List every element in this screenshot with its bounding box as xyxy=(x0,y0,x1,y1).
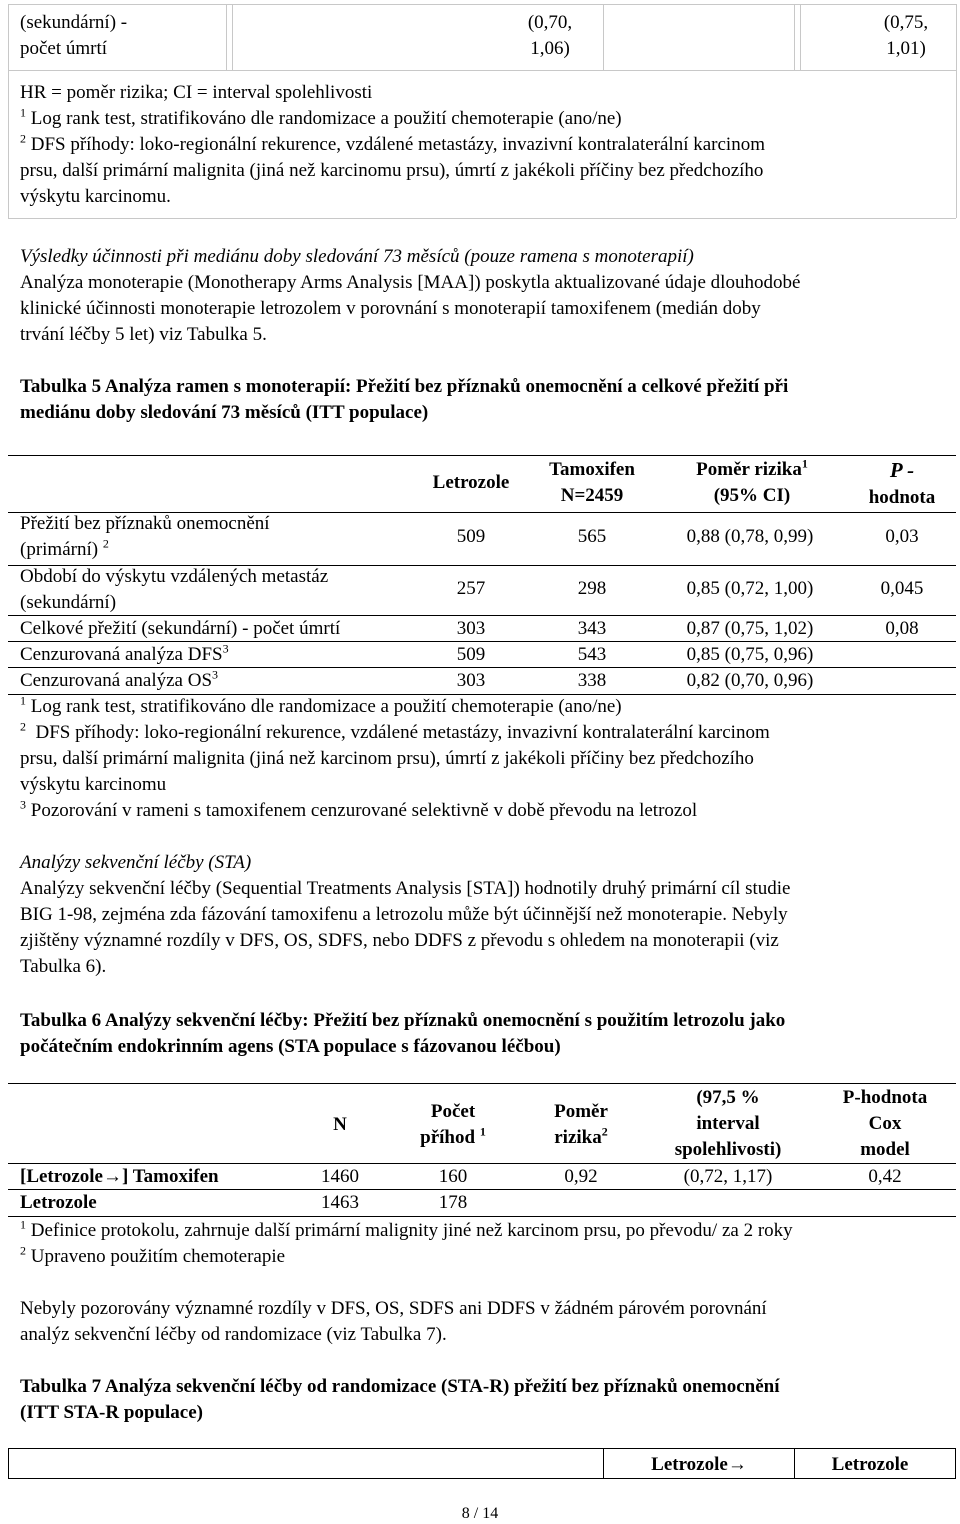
table-row: Celkové přežití (sekundární) - počet úmrtí xyxy=(20,618,341,639)
table-row: Cenzurovaná analýza $OS^3$ xyxy=(20,667,219,691)
footnote-2: $^2$ DFS příhody: loko-regionální rekurence, vzdálené metastázy, invazivní kontralaterální karcinom xyxy=(20,131,765,155)
abbrev-note: HR = poměr rizika; CI = interval spolehlivosti xyxy=(20,82,373,103)
table-row: Přežití bez příznaků onemocnění (primární) $^2$ xyxy=(20,513,270,560)
footnote-2: $^2$ Upraveno použitím chemoterapie xyxy=(20,1243,286,1267)
footnote-3: $^3$ Pozorování v rameni s tamoxifenem cenzurované selektivně v době převodu na letrozol xyxy=(20,797,698,821)
header-tamoxifen: Tamoxifen N=2459 xyxy=(549,459,635,506)
footnote-1: $^1$ Log rank test, stratifikováno dle randomizace a použití chemoterapie (ano/ne) xyxy=(20,693,622,717)
table6-notes xyxy=(20,1218,948,1270)
value-ci-tamoxifen: (0,75, 1,01) xyxy=(883,12,929,59)
section-sta-r-summary: Nebyly pozorovány významné rozdíly v DFS, OS, SDFS ani DDFS v žádném párovém porovnání analýz sekvenční léčby od randomizace (viz Tabulka 7). xyxy=(20,1298,767,1345)
header-letrozole-switch: Letrozole→ xyxy=(651,1454,747,1475)
table-row: Letrozole xyxy=(20,1192,97,1213)
footnote-1: $^1$ Log rank test, stratifikováno dle randomizace a použití chemoterapie (ano/ne) xyxy=(20,105,622,129)
header-hazard-ratio: Poměr rizika$^1$ (95% CI) xyxy=(696,456,808,506)
header-ci: (97,5 % interval spolehlivosti) xyxy=(674,1087,782,1160)
table5-caption: Tabulka 5 Analýza ramen s monoterapií: Přežití bez příznaků onemocnění a celkové přežití při mediánu doby sledování 73 měsíců (ITT populace) xyxy=(20,376,789,423)
section-efficacy-73-months: Výsledky účinnosti při mediánu doby sledování 73 měsíců (pouze ramena s monoterapií) Analýza monoterapie (Monotherapy Arms Analysis [MAA]) poskytla aktualizované údaje dlouhodobé klinické účinnosti monoterapie letrozolem v porovnání s monoterapií tamoxifenem (medián doby trvání léčby 5 let) viz Tabulka 5. xyxy=(20,244,948,348)
header-p-cox: P-hodnota Cox model xyxy=(842,1087,928,1160)
header-letrozole: Letrozole xyxy=(831,1454,909,1475)
table6-caption: Tabulka 6 Analýzy sekvenční léčby: Přežití bez příznaků onemocnění s použitím letrozolu jako počátečním endokrinním agens (STA populace s fázovanou léčbou) xyxy=(20,1010,786,1057)
header-n: N xyxy=(333,1114,347,1135)
table-row: [Letrozole→] Tamoxifen xyxy=(20,1166,219,1187)
table5-notes: $^1$ Log rank test, stratifikováno dle randomizace a použití chemoterapie (ano/ne) $^2$ DFS příhody: loko-regionální rekurence, vzdálené metastázy, invazivní kontralaterální karcinom prsu, další primární malignita (jiná než karcinom prsu), úmrtí z jakékoli příčiny bez předchozího výskytu karcinomu $^3$ Pozorování v rameni s tamoxifenem cenzurované selektivně v době převodu na letrozol xyxy=(20,694,948,824)
value-ci-letrozole: (0,70, 1,06) xyxy=(527,12,573,59)
arrow-right-icon: → xyxy=(727,1454,747,1475)
section-heading: Výsledky účinnosti při mediánu doby sledování 73 měsíců (pouze ramena s monoterapií) xyxy=(20,246,694,267)
header-p-value: P - hodnota xyxy=(868,458,936,508)
section-sequential-analysis: Analýzy sekvenční léčby (STA) Analýzy sekvenční léčby (Sequential Treatments Analysis [STA]) hodnotily druhý primární cíl studie BIG 1-98, zejména zda fázování tamoxifenu a letrozolu může být účinnější než monoterapie. Nebyly zjištěny významné rozdíly v DFS, OS, SDFS, nebo DDFS z převodu s ohledem na monoterapii (viz Tabulka 6). xyxy=(20,850,948,980)
page-number: 8 / 14 xyxy=(461,1505,499,1522)
table-row: Období do výskytu vzdálených metastáz (sekundární) xyxy=(20,566,329,613)
footnote-2: $^2$ DFS příhody: loko-regionální rekurence, vzdálené metastázy, invazivní kontralaterální karcinom xyxy=(20,719,770,743)
header-events: Počet příhod $^1$ xyxy=(420,1101,486,1148)
section-heading: Analýzy sekvenční léčby (STA) xyxy=(20,852,252,873)
header-letrozole: Letrozole xyxy=(432,472,510,493)
footnote-1: $^1$ Definice protokolu, zahrnuje další primární malignity jiné než karcinom prsu, po převodu/ za 2 roky xyxy=(20,1217,793,1241)
top-table-notes: HR = poměr rizika; CI = interval spolehlivosti $^1$ Log rank test, stratifikováno dle randomizace a použití chemoterapie (ano/ne) $^2$ DFS příhody: loko-regionální rekurence, vzdálené metastázy, invazivní kontralaterální karcinom prsu, další primární malignita (jiná než karcinomu prsu), úmrtí z jakékoli příčiny bez předchozího výskytu karcinomu. xyxy=(20,80,950,210)
table-row: Cenzurovaná analýza DFS$^3$ xyxy=(20,641,229,665)
row-label: (sekundární) - počet úmrtí xyxy=(20,12,128,59)
arrow-right-icon: → xyxy=(103,1166,122,1187)
header-hazard-ratio: Poměr rizika$^2$ xyxy=(554,1101,608,1148)
table7-caption: Tabulka 7 Analýza sekvenční léčby od randomizace (STA-R) přežití bez příznaků onemocnění (ITT STA-R populace) xyxy=(20,1376,780,1423)
